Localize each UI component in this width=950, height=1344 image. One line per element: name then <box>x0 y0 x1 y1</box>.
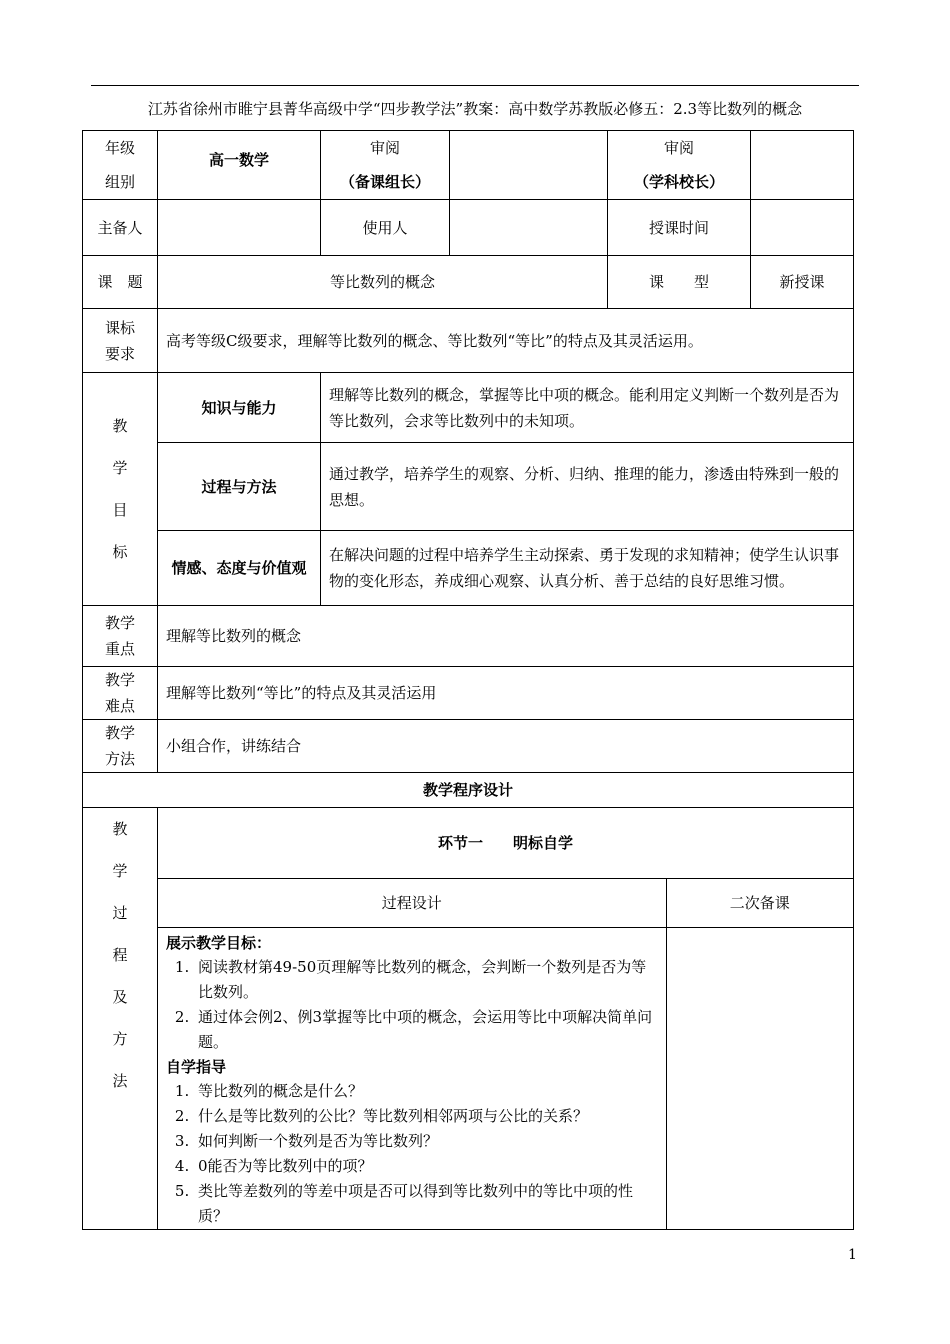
row-method <box>83 720 854 773</box>
focus-label-line2: 重点 <box>104 640 135 658</box>
goal-row-emotion <box>83 531 854 606</box>
list-item: 2. 什么是等比数列的公比？等比数列相邻两项与公比的关系？ <box>194 1104 658 1129</box>
type-value: 新授课 <box>751 256 854 309</box>
review-principal-value <box>751 131 854 200</box>
goal-text-knowledge: 理解等比数列的概念，掌握等比中项的概念。能利用定义判断一个数列是否为等比数列，会求等比数列中的未知项。 <box>321 373 854 443</box>
list-item: 1. 等比数列的概念是什么？ <box>194 1079 658 1104</box>
difficulty-label-line2: 难点 <box>104 697 135 715</box>
goal-row-knowledge <box>83 373 854 443</box>
process-label <box>83 808 158 1230</box>
process-body-row <box>158 927 853 1229</box>
process-label-char: 及 <box>112 988 128 1006</box>
time-label: 授课时间 <box>608 200 751 256</box>
row-standard <box>83 309 854 373</box>
goal-heading: 展示教学目标： <box>166 933 272 952</box>
standard-label-line2: 要求 <box>104 344 135 363</box>
process-content <box>158 808 854 1230</box>
page-number: 1 <box>848 1247 857 1263</box>
process-label-char: 过 <box>112 904 128 922</box>
method-label-line1: 教学 <box>104 724 135 742</box>
list-item: 4. 0能否为等比数列中的项？ <box>194 1154 658 1179</box>
process-label-char: 方 <box>112 1030 128 1048</box>
process-header-row <box>158 878 853 927</box>
lesson-plan-table <box>82 130 854 1230</box>
list-item: 1. 阅读教材第49-50页理解等比数列的概念，会判断一个数列是否为等比数列。 <box>194 955 658 1005</box>
row-difficulty <box>83 667 854 720</box>
guide-list <box>166 1079 658 1229</box>
review-principal-line1: 审阅 <box>663 139 694 157</box>
method-label <box>83 720 158 773</box>
goal-name-knowledge: 知识与能力 <box>158 373 321 443</box>
topic-label: 课 题 <box>83 256 158 309</box>
goals-label-char: 目 <box>112 501 128 519</box>
second-prep-cell <box>666 927 853 1229</box>
guide-heading: 自学指导 <box>166 1057 227 1076</box>
row-preparer <box>83 200 854 256</box>
goal-name-process: 过程与方法 <box>158 443 321 531</box>
focus-label-line1: 教学 <box>104 614 135 632</box>
standard-label <box>83 309 158 373</box>
focus-label <box>83 606 158 667</box>
goals-label-char: 教 <box>112 417 128 435</box>
process-design-header: 过程设计 <box>158 878 666 927</box>
row-topic <box>83 256 854 309</box>
method-text: 小组合作，讲练结合 <box>158 720 854 773</box>
difficulty-label <box>83 667 158 720</box>
review-group-line1: 审阅 <box>369 139 400 157</box>
process-label-char: 学 <box>112 862 128 880</box>
review-group-line2: （备课组长） <box>339 173 430 191</box>
goal-row-process <box>83 443 854 531</box>
goal-text-emotion: 在解决问题的过程中培养学生主动探索、勇于发现的求知精神；使学生认识事物的变化形态，养成细心观察、认真分析、善于总结的良好思维习惯。 <box>321 531 854 606</box>
goals-label <box>83 373 158 606</box>
goal-text-process: 通过教学，培养学生的观察、分析、归纳、推理的能力，渗透由特殊到一般的思想。 <box>321 443 854 531</box>
process-label-char: 法 <box>112 1072 128 1090</box>
goals-label-char: 标 <box>112 543 128 561</box>
time-value <box>751 200 854 256</box>
goal-name-emotion: 情感、态度与价值观 <box>158 531 321 606</box>
row-focus <box>83 606 854 667</box>
section-title-row <box>158 808 853 878</box>
goals-label-char: 学 <box>112 459 128 477</box>
process-design-cell <box>158 927 666 1229</box>
goal-list <box>166 955 658 1055</box>
process-label-char: 教 <box>112 820 128 838</box>
difficulty-label-line1: 教学 <box>104 671 135 689</box>
user-value <box>450 200 608 256</box>
list-item: 5. 类比等差数列的等差中项是否可以得到等比数列中的等比中项的性质？ <box>194 1179 658 1229</box>
review-group-value <box>450 131 608 200</box>
grade-value: 高一数学 <box>158 131 321 200</box>
type-label: 课 型 <box>608 256 751 309</box>
list-item: 2. 通过体会例2、例3掌握等比中项的概念，会运用等比中项解决简单问题。 <box>194 1005 658 1055</box>
preparer-label: 主备人 <box>83 200 158 256</box>
method-label-line2: 方法 <box>104 750 135 768</box>
page-header: 江苏省徐州市睢宁县菁华高级中学“四步教学法”教案：高中数学苏教版必修五：2.3等比数列的概念 <box>147 100 803 118</box>
second-prep-header: 二次备课 <box>666 878 853 927</box>
difficulty-text: 理解等比数列“等比”的特点及其灵活运用 <box>158 667 854 720</box>
standard-text: 高考等级C级要求，理解等比数列的概念、等比数列“等比”的特点及其灵活运用。 <box>158 309 854 373</box>
review-principal-label <box>608 131 751 200</box>
section-title: 环节一 明标自学 <box>158 808 853 878</box>
process-inner-table <box>158 808 853 1229</box>
standard-label-line1: 课标 <box>104 318 135 337</box>
grade-label-cell <box>83 131 158 200</box>
topic-value: 等比数列的概念 <box>158 256 608 309</box>
review-group-label <box>321 131 450 200</box>
list-item: 3. 如何判断一个数列是否为等比数列？ <box>194 1129 658 1154</box>
header-rule <box>91 85 859 86</box>
grade-label-line1: 年级 <box>104 139 135 157</box>
grade-label-line2: 组别 <box>104 173 135 191</box>
row-process <box>83 808 854 1230</box>
user-label: 使用人 <box>321 200 450 256</box>
row-grade <box>83 131 854 200</box>
process-label-char: 程 <box>112 946 128 964</box>
row-program-title <box>83 773 854 808</box>
program-title: 教学程序设计 <box>83 773 854 808</box>
review-principal-line2: （学科校长） <box>633 173 724 191</box>
preparer-value <box>158 200 321 256</box>
focus-text: 理解等比数列的概念 <box>158 606 854 667</box>
